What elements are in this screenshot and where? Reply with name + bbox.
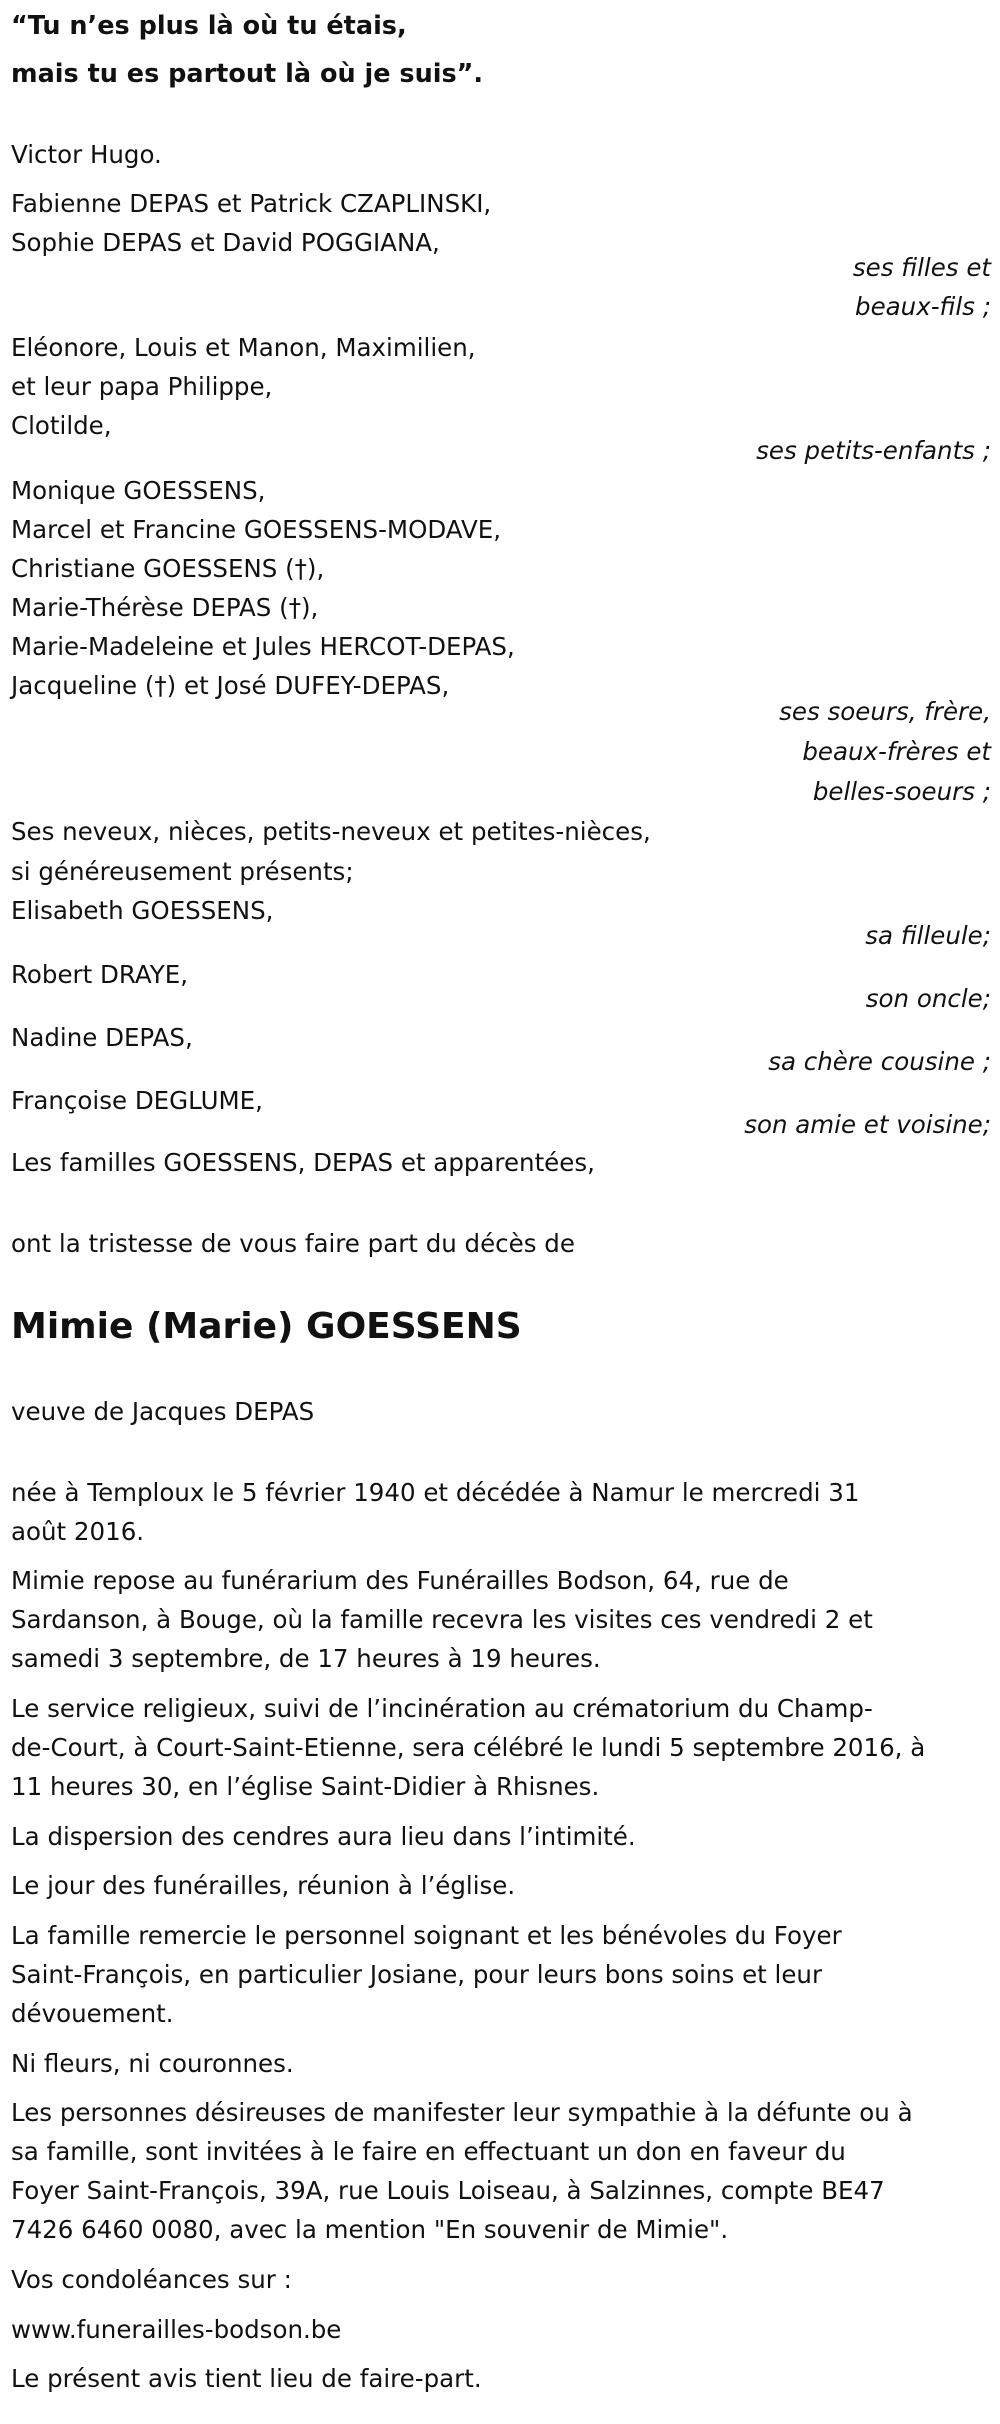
sibling-line: Marie-Thérèse DEPAS (†), bbox=[11, 593, 319, 622]
relation-label: belles-soeurs ; bbox=[812, 777, 991, 806]
paragraph-line: Foyer Saint-François, 39A, rue Louis Loiseau, à Salzinnes, compte BE47 bbox=[11, 2176, 885, 2205]
deceased-name: Mimie (Marie) GOESSENS bbox=[11, 1306, 522, 1347]
paragraph-line: Le service religieux, suivi de l’incinération au crématorium du Champ- bbox=[11, 1694, 873, 1723]
nephews-line: Ses neveux, nièces, petits-neveux et petites-nièces, bbox=[11, 817, 651, 846]
paragraph-line: Saint-François, en particulier Josiane, pour leurs bons soins et leur bbox=[11, 1960, 823, 1989]
daughter-line: Fabienne DEPAS et Patrick CZAPLINSKI, bbox=[11, 189, 492, 218]
relation-label: beaux-fils ; bbox=[855, 292, 991, 321]
paragraph-line: Sardanson, à Bouge, où la famille recevra les visites ces vendredi 2 et bbox=[11, 1605, 873, 1634]
paragraph-line: Les personnes désireuses de manifester leur sympathie à la défunte ou à bbox=[11, 2098, 913, 2127]
paragraph-line: dévouement. bbox=[11, 1999, 174, 2028]
relation-label: sa chère cousine ; bbox=[768, 1047, 991, 1076]
grandchild-line: Eléonore, Louis et Manon, Maximilien, bbox=[11, 333, 476, 362]
paragraph-line: samedi 3 septembre, de 17 heures à 19 heures. bbox=[11, 1644, 601, 1673]
paragraph-line: août 2016. bbox=[11, 1517, 145, 1546]
paragraph-line: sa famille, sont invitées à le faire en effectuant un don en faveur du bbox=[11, 2137, 846, 2166]
quote-author: Victor Hugo. bbox=[11, 140, 162, 169]
families-line: Les familles GOESSENS, DEPAS et apparentées, bbox=[11, 1148, 595, 1177]
cousin-name: Nadine DEPAS, bbox=[11, 1023, 193, 1052]
nephews-line: Elisabeth GOESSENS, bbox=[11, 896, 274, 925]
quote-line-2: mais tu es partout là où je suis”. bbox=[11, 59, 484, 89]
paragraph-line: de-Court, à Court-Saint-Etienne, sera célébré le lundi 5 septembre 2016, à bbox=[11, 1733, 926, 1762]
relation-label: sa filleule; bbox=[865, 921, 991, 950]
widow-of-line: veuve de Jacques DEPAS bbox=[11, 1397, 315, 1426]
grandchild-line: et leur papa Philippe, bbox=[11, 372, 273, 401]
uncle-name: Robert DRAYE, bbox=[11, 960, 188, 989]
friend-name: Françoise DEGLUME, bbox=[11, 1086, 263, 1115]
relation-label: ses filles et bbox=[852, 253, 991, 282]
paragraph-line: 7426 6460 0080, avec la mention "En souvenir de Mimie". bbox=[11, 2215, 729, 2244]
daughter-line: Sophie DEPAS et David POGGIANA, bbox=[11, 228, 440, 257]
grandchild-line: Clotilde, bbox=[11, 411, 112, 440]
paragraph-line: Le jour des funérailles, réunion à l’église. bbox=[11, 1871, 516, 1900]
relation-label: ses petits-enfants ; bbox=[756, 436, 991, 465]
paragraph-line: 11 heures 30, en l’église Saint-Didier à Rhisnes. bbox=[11, 1772, 600, 1801]
relation-label: ses soeurs, frère, bbox=[779, 697, 991, 726]
condolences-label: Vos condoléances sur : bbox=[11, 2265, 292, 2294]
sibling-line: Monique GOESSENS, bbox=[11, 476, 266, 505]
nephews-line: si généreusement présents; bbox=[11, 857, 354, 886]
paragraph-line: La dispersion des cendres aura lieu dans l’intimité. bbox=[11, 1822, 636, 1851]
announcement-line: ont la tristesse de vous faire part du décès de bbox=[11, 1229, 575, 1258]
relation-label: son amie et voisine; bbox=[744, 1110, 991, 1139]
relation-label: son oncle; bbox=[865, 984, 991, 1013]
paragraph-line: née à Temploux le 5 février 1940 et décédée à Namur le mercredi 31 bbox=[11, 1478, 860, 1507]
sibling-line: Jacqueline (†) et José DUFEY-DEPAS, bbox=[11, 671, 450, 700]
sibling-line: Christiane GOESSENS (†), bbox=[11, 554, 325, 583]
paragraph-line: Ni fleurs, ni couronnes. bbox=[11, 2049, 294, 2078]
closing-line: Le présent avis tient lieu de faire-part. bbox=[11, 2364, 482, 2393]
paragraph-line: Mimie repose au funérarium des Funérailles Bodson, 64, rue de bbox=[11, 1566, 789, 1595]
website-link[interactable]: www.funerailles-bodson.be bbox=[11, 2315, 342, 2344]
relation-label: beaux-frères et bbox=[802, 737, 991, 766]
sibling-line: Marcel et Francine GOESSENS-MODAVE, bbox=[11, 515, 502, 544]
paragraph-line: La famille remercie le personnel soignant et les bénévoles du Foyer bbox=[11, 1921, 842, 1950]
quote-line-1: “Tu n’es plus là où tu étais, bbox=[11, 11, 407, 41]
sibling-line: Marie-Madeleine et Jules HERCOT-DEPAS, bbox=[11, 632, 515, 661]
